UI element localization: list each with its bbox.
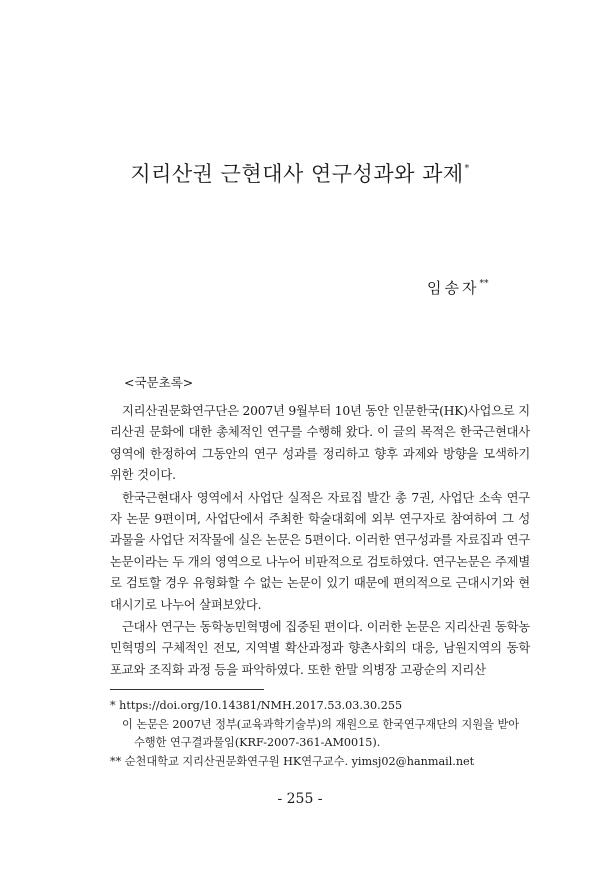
- abstract-body: [110, 401, 530, 681]
- page-number: - 255 -: [277, 791, 323, 807]
- author-name: 임송자: [427, 279, 480, 297]
- footnotes: [110, 697, 530, 771]
- abstract-paragraph: 지리산권문화연구단은 2007년 9월부터 10년 동안 인문한국(HK)사업으로 지리산권 문화에 대한 총체적인 연구를 수행해 왔다. 이 글의 목적은 한국근현대사 영역에 한정하여 그동안의 연구 성과를 정리하고 향후 과제와 방향을 모색하기 위한 것이다.: [110, 404, 530, 483]
- paper-title: [0, 158, 600, 188]
- footnote-doi: * https://doi.org/10.14381/NMH.2017.53.03.30.255: [110, 699, 403, 712]
- author: [427, 277, 488, 298]
- author-footnote-mark: **: [479, 279, 489, 289]
- abstract-label: <국문초록>: [124, 375, 194, 390]
- footnote-affiliation: ** 순천대학교 지리산권문화연구원 HK연구교수. yimsj02@hanmail.net: [110, 754, 475, 768]
- abstract-paragraph: 한국근현대사 영역에서 사업단 실적은 자료집 발간 총 7권, 사업단 소속 연구자 논문 9편이며, 사업단에서 주최한 학술대회에 외부 연구자로 참여하여 그 성과물을 사업단 저작물에 실은 논문은 5편이다. 이러한 연구성과를 자료집과 연구논문이라는 두 개의 영역으로 나누어 비판적으로 검토하였다. 연구논문은 주제별로 검토할 경우 유형화할 수 없는 논문이 있기 때문에 편의적으로 근대시기와 현대시기로 나누어 살펴보았다.: [110, 490, 530, 612]
- title-footnote-mark: *: [464, 164, 470, 174]
- footnote-divider: [110, 689, 264, 690]
- abstract-paragraph: 근대사 연구는 동학농민혁명에 집중된 편이다. 이러한 논문은 지리산권 동학농민혁명의 구체적인 전모, 지역별 확산과정과 향촌사회의 대응, 남원지역의 동학 포교와 조직화 과정 등을 파악하였다. 또한 한말 의병장 고광순의 지리산: [110, 620, 530, 677]
- footnote-funding: 이 논문은 2007년 정부(교육과학기술부)의 재원으로 한국연구재단의 지원을 받아 수행한 연구결과물임(KRF-2007-361-AM0015).: [122, 717, 520, 749]
- title-text: 지리산권 근현대사 연구성과와 과제: [130, 162, 464, 186]
